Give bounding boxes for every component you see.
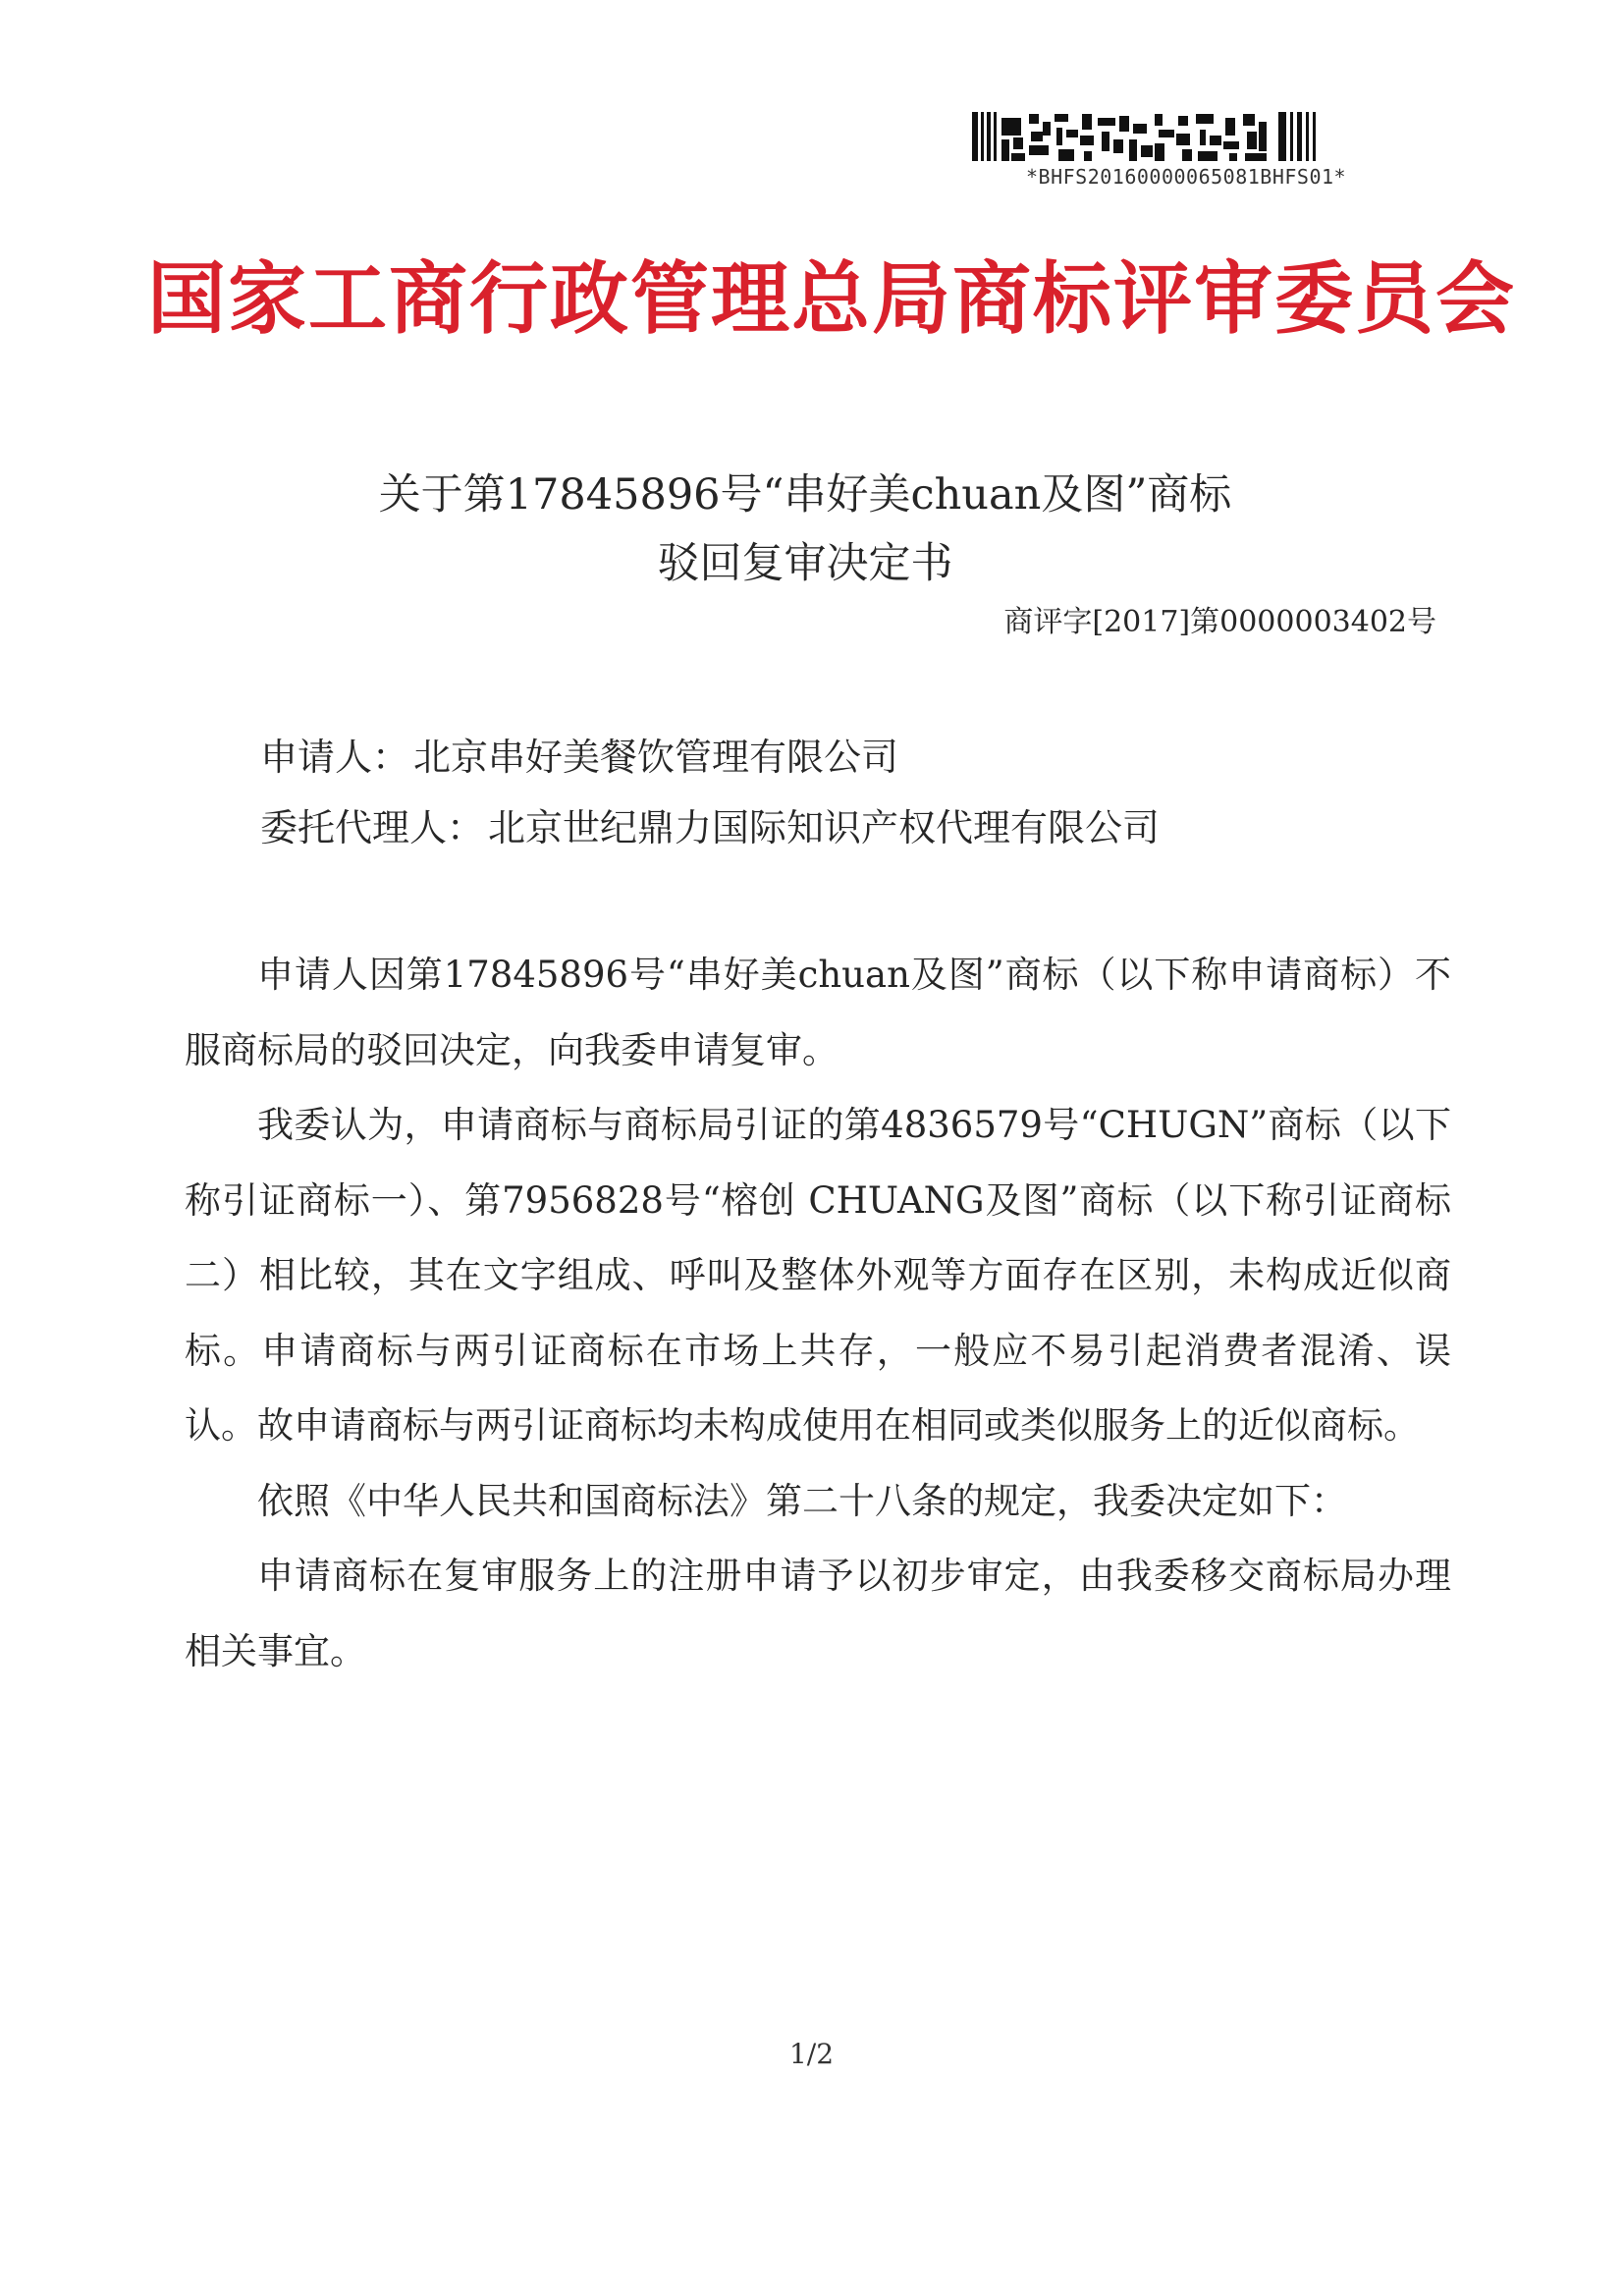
applicant-row [260, 727, 898, 781]
applicant-name: 北京串好美餐饮管理有限公司 [413, 736, 899, 779]
agent-row [260, 797, 1160, 851]
document-title-line-2: 驳回复审决定书 [657, 539, 953, 588]
agent-name: 北京世纪鼎力国际知识产权代理有限公司 [488, 806, 1161, 849]
body-paragraph: 申请商标在复审服务上的注册申请予以初步审定，由我委移交商标局办理相关事宜。 [185, 1555, 1451, 1672]
applicant-label: 申请人： [260, 736, 410, 779]
page-number: 1/2 [788, 2038, 835, 2070]
body-paragraph: 申请人因第17845896号“串好美chuan及图”商标（以下称申请商标）不服商标局的驳回决定，向我委申请复审。 [185, 954, 1451, 1071]
barcode-number: *BHFS20160000065081BHFS01* [1026, 165, 1347, 189]
document-title-line-1: 关于第17845896号“串好美chuan及图”商标 [378, 470, 1232, 519]
agent-label: 委托代理人： [260, 806, 485, 849]
body-paragraph: 我委认为，申请商标与商标局引证的第4836579号“CHUGN”商标（以下称引证商标一）、第7956828号“榕创 CHUANG及图”商标（以下称引证商标二）相比较，其在文字组成、呼叫及整体外观等方面存在区别，未构成近似商标。申请商标与两引证商标在市场上共存，一般应不易引起消费者混淆、误认。故申请商标与两引证商标均未构成使用在相同或类似服务上的近似商标。 [185, 1104, 1451, 1447]
body-paragraph: 依照《中华人民共和国商标法》第二十八条的规定，我委决定如下： [257, 1479, 1347, 1522]
document-number: 商评字[2017]第0000003402号 [1003, 605, 1436, 639]
issuing-authority: 国家工商行政管理总局商标评审委员会 [147, 253, 1516, 345]
barcode-icon [972, 110, 1375, 163]
barcode [972, 110, 1375, 189]
decision-body [185, 938, 1451, 1689]
